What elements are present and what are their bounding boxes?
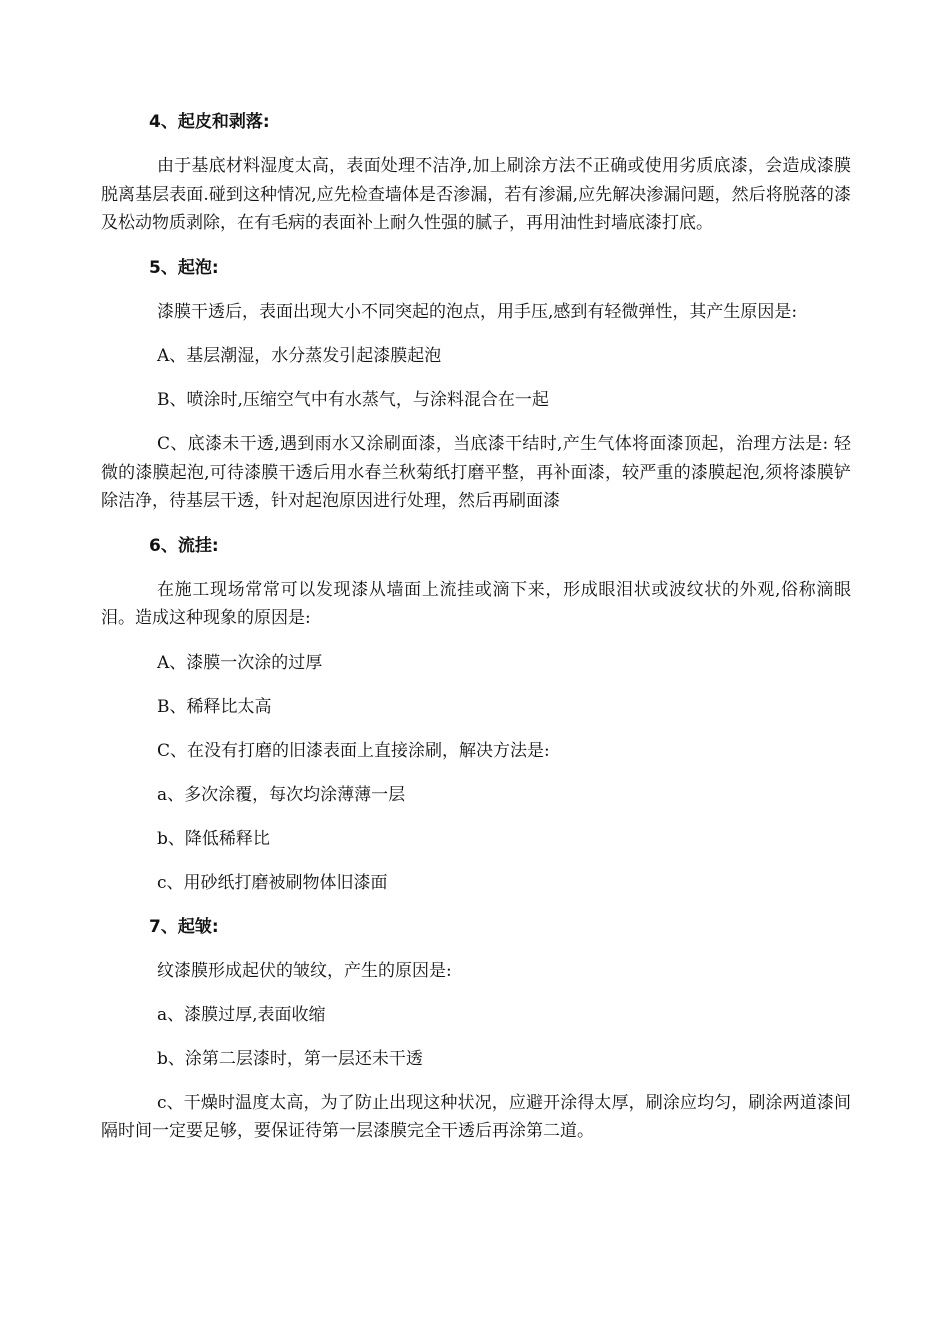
- section-heading: 6、流挂:: [149, 535, 219, 556]
- list-item: a、漆膜过厚,表面收缩: [157, 1004, 326, 1025]
- list-item: C、在没有打磨的旧漆表面上直接涂刷，解决方法是:: [157, 740, 550, 761]
- list-item: b、涂第二层漆时，第一层还未干透: [157, 1048, 423, 1069]
- list-item: a、多次涂覆，每次均涂薄薄一层: [157, 784, 406, 805]
- list-item: c、干燥时温度太高，为了防止出现这种状况，应避开涂得太厚，刷涂应均匀，刷涂两道漆间隔时间一定要足够，要保证待第一层漆膜完全干透后再涂第二道。: [101, 1092, 851, 1141]
- section-heading: 4、起皮和剥落:: [149, 112, 270, 132]
- document-body: [101, 108, 851, 1162]
- section-heading: 5、起泡:: [149, 257, 219, 278]
- list-item: 纹漆膜形成起伏的皱纹，产生的原因是:: [157, 960, 452, 981]
- list-item: A、基层潮湿，水分蒸发引起漆膜起泡: [157, 346, 442, 366]
- list-item: c、用砂纸打磨被刷物体旧漆面: [157, 872, 388, 893]
- list-item: B、稀释比太高: [157, 696, 272, 717]
- list-item: B、喷涂时,压缩空气中有水蒸气，与涂料混合在一起: [157, 390, 549, 410]
- section-heading: 7、起皱:: [149, 916, 219, 937]
- list-item: C、底漆未干透,遇到雨水又涂刷面漆，当底漆干结时,产生气体将面漆顶起，治理方法是: 轻微的漆膜起泡,可待漆膜干透后用水春兰秋菊纸打磨平整，再补面漆，较严重的漆膜起泡,须将漆膜铲除洁净，待基层干透，针对起泡原因进行处理，然后再刷面漆: [101, 434, 851, 511]
- section-paragraph: 在施工现场常常可以发现漆从墙面上流挂或滴下来，形成眼泪状或波纹状的外观,俗称滴眼泪。造成这种现象的原因是:: [101, 579, 851, 628]
- list-item: b、降低稀释比: [157, 828, 270, 849]
- list-item: A、漆膜一次涂的过厚: [157, 652, 323, 673]
- section-paragraph: 由于基底材料湿度太高，表面处理不洁净,加上刷涂方法不正确或使用劣质底漆，会造成漆膜脱离基层表面.碰到这种情况,应先检查墙体是否渗漏，若有渗漏,应先解决渗漏问题，然后将脱落的漆及松动物质剥除，在有毛病的表面补上耐久性强的腻子，再用油性封墙底漆打底。: [101, 156, 851, 233]
- section-paragraph: 漆膜干透后，表面出现大小不同突起的泡点，用手压,感到有轻微弹性，其产生原因是:: [157, 301, 798, 322]
